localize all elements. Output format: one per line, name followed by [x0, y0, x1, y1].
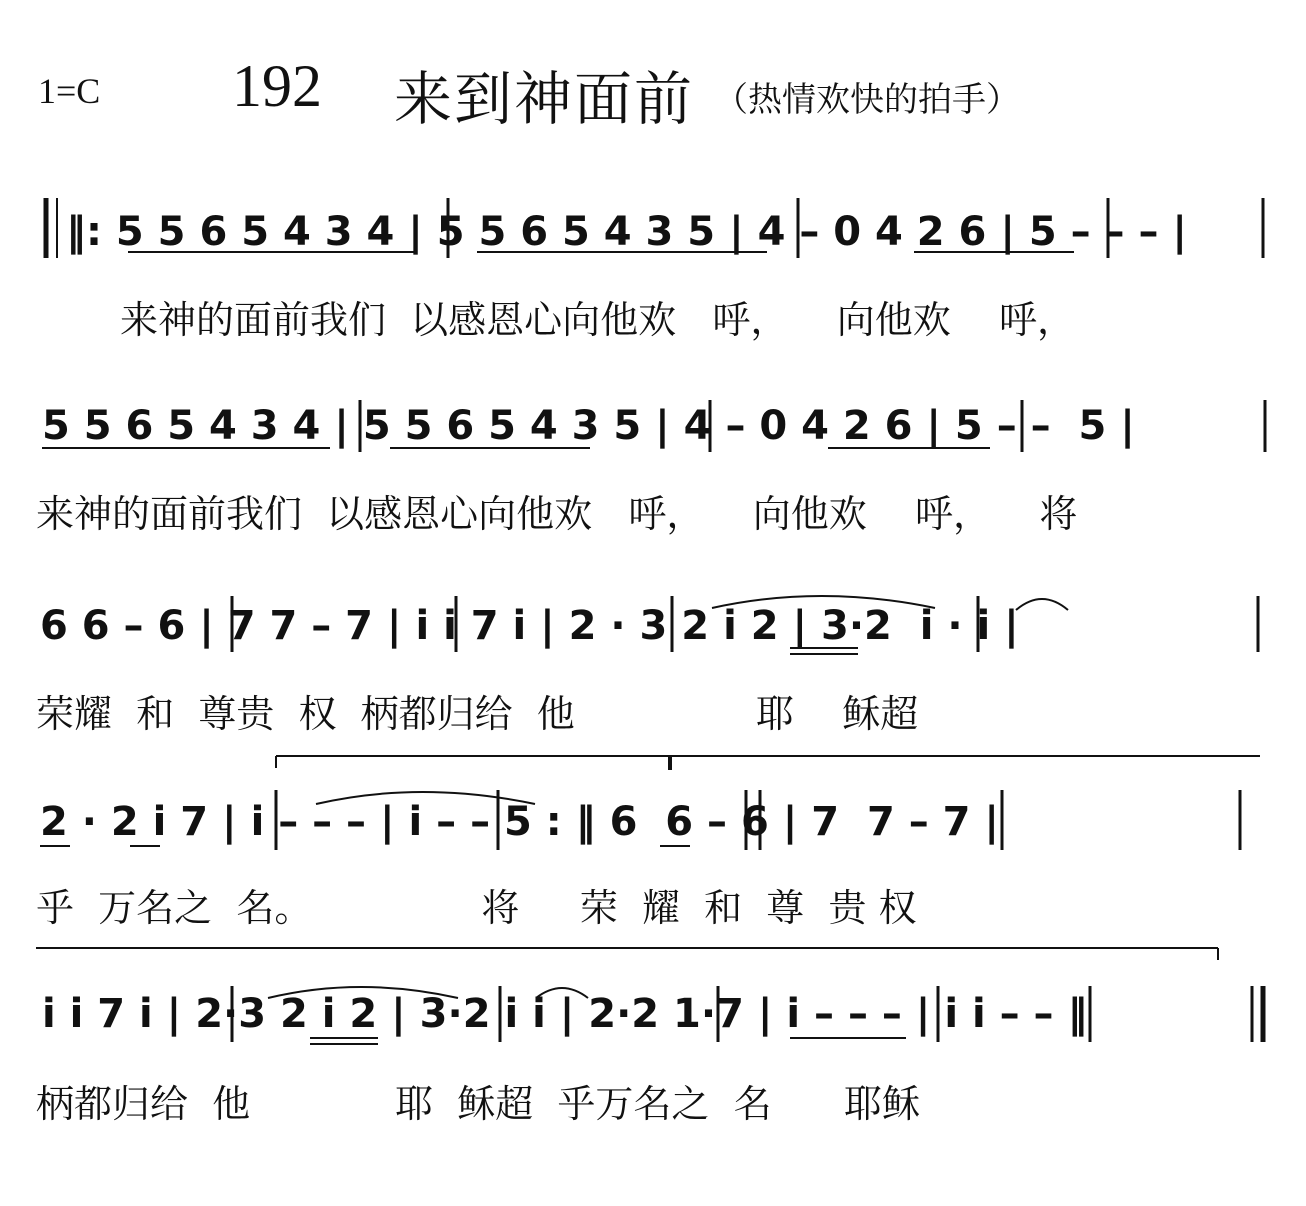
key-signature: 1=C — [38, 71, 101, 111]
section-rule — [0, 944, 1306, 964]
notation-3: 6 6 – 6 | 7 7 – 7 | i i 7 i | 2 · 3 2 i 2 | 3·2 i · i | — [40, 603, 1019, 649]
hymn-number: 192 — [232, 53, 322, 119]
notation-2: 5 5 6 5 4 3 4 | 5 5 6 5 4 3 5 | 4 – 0 4 2 6 | 5 – – 5 | — [42, 403, 1135, 449]
hymn-subtitle: （热情欢快的拍手） — [714, 80, 1020, 120]
lyric-2: 来神的面前我们 以感恩心向他欢 呼， 向他欢 呼， 将 — [36, 492, 1078, 536]
notation-4: 2 · 2 i 7 | i – – – | i – – 5 : ‖ 6 6 – 6 | 7 7 – 7 | — [40, 799, 1000, 845]
lyric-1: 来神的面前我们 以感恩心向他欢 呼， 向他欢 呼， — [120, 298, 1076, 342]
volta-bracket — [0, 750, 1306, 780]
hymn-title: 来到神面前 — [394, 65, 695, 133]
lyric-5: 柄都归给 他 耶 稣超 乎万名之 名 耶稣 — [36, 1082, 921, 1126]
lyric-4: 乎 万名之 名。 将 荣 耀 和 尊 贵 权 — [36, 886, 917, 930]
lyric-3: 荣耀 和 尊贵 权 柄都归给 他 耶 稣超 — [36, 692, 919, 736]
notation-1: ‖: 5 5 6 5 4 3 4 | 5 5 6 5 4 3 5 | 4 – 0 4 2 6 | 5 – – – | — [66, 209, 1187, 255]
notation-5: i i 7 i | 2·3 2 i 2 | 3·2 i i | 2·2 1·7 | i – – – | i i – – ‖ — [42, 991, 1088, 1037]
